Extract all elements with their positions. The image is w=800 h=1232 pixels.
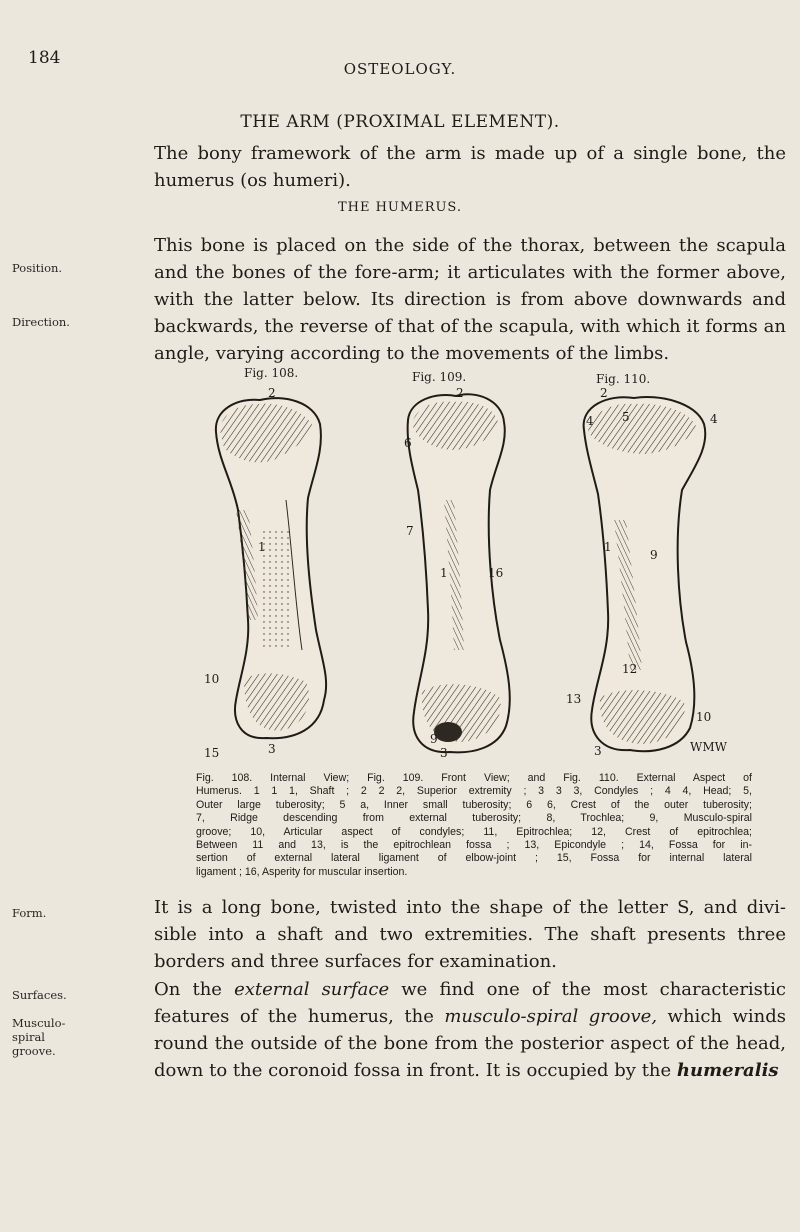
caption-line: sertion of external lateral ligament of elbow-joint ; 15, Fossa for internal lateral xyxy=(196,852,752,865)
humerus-figures xyxy=(196,380,756,765)
figure-mark: 1 xyxy=(258,540,266,554)
text-line: On the external surface we find one of the most characteristic xyxy=(154,979,786,1000)
subsection-title: THE HUMERUS. xyxy=(337,200,463,215)
caption-line: Humerus. 1 1 1, Shaft ; 2 2 2, Superior extremity ; 3 3 3, Condyles ; 4 4, Head; 5, xyxy=(196,785,752,798)
figure-label-109: Fig. 109. xyxy=(412,370,467,384)
intro-paragraph xyxy=(154,140,786,194)
text-line: angle, varying according to the movements of the limbs. xyxy=(154,343,670,364)
figure-mark: 10 xyxy=(204,672,220,686)
figure-mark: 2 xyxy=(268,386,276,400)
text-line: backwards, the reverse of that of the scapula, with which it forms an xyxy=(154,316,786,337)
figure-mark: 4 xyxy=(710,412,718,426)
margin-note-form: Form. xyxy=(12,906,47,920)
text-line: round the outside of the bone from the posterior aspect of the head, xyxy=(154,1033,786,1054)
page-number: 184 xyxy=(28,48,61,68)
figure-mark: 6 xyxy=(404,436,412,450)
figure-mark: 10 xyxy=(696,710,712,724)
paragraph-position xyxy=(154,232,786,367)
figure-mark: 3 xyxy=(268,742,276,756)
text-line: This bone is placed on the side of the thorax, between the scapula xyxy=(154,235,786,256)
caption-line: ligament ; 16, Asperity for muscular insertion. xyxy=(196,865,408,878)
figure-mark: 1 xyxy=(440,566,448,580)
paragraph-form xyxy=(154,894,786,975)
margin-note-surfaces: Surfaces. xyxy=(12,988,67,1002)
term-humeralis: humeralis xyxy=(676,1060,779,1081)
text-line: sible into a shaft and two extremities. The shaft presents three xyxy=(154,924,786,945)
term-musculo-spiral-groove: musculo-spiral groove, xyxy=(444,1006,658,1027)
figure-mark: 7 xyxy=(406,524,414,538)
text-line: features of the humerus, the musculo-spiral groove, which winds xyxy=(154,1006,786,1027)
caption-line: 7, Ridge descending from external tuberosity; 8, Trochlea; 9, Musculo-spiral xyxy=(196,812,752,825)
text-line: with the latter below. Its direction is from above downwards and xyxy=(154,289,786,310)
caption-line: groove; 10, Articular aspect of condyles; 11, Epitrochlea; 12, Crest of epitrochlea; xyxy=(196,825,752,838)
figure-mark: 16 xyxy=(488,566,504,580)
figure-mark: 12 xyxy=(622,662,638,676)
caption-line: Outer large tuberosity; 5 a, Inner small tuberosity; 6 6, Crest of the outer tuberosity; xyxy=(196,798,752,811)
caption-line: Fig. 108. Internal View; Fig. 109. Front View; and Fig. 110. External Aspect of xyxy=(196,772,752,784)
intro-line: humerus (os humeri). xyxy=(154,170,351,191)
figure-mark: 1 xyxy=(604,540,612,554)
figure-108-humerus-internal xyxy=(216,398,326,738)
caption-line: Between 11 and 13, is the epitrochlean fossa ; 13, Epicondyle ; 14, Fossa for in- xyxy=(196,839,752,852)
figure-mark: 2 xyxy=(600,386,608,400)
figure-mark: 3 xyxy=(440,746,448,760)
figure-mark: 2 xyxy=(456,386,464,400)
figure-mark: 15 xyxy=(204,746,220,760)
text-line: It is a long bone, twisted into the shape of the letter S, and divi- xyxy=(154,897,786,918)
text-line: borders and three surfaces for examination. xyxy=(154,951,557,972)
section-title: THE ARM (PROXIMAL ELEMENT). xyxy=(240,112,560,132)
margin-note-direction: Direction. xyxy=(12,315,70,329)
figure-mark: 9 xyxy=(650,548,658,562)
margin-note-position: Position. xyxy=(12,261,63,275)
figure-mark: 9 xyxy=(430,732,438,746)
term-external-surface: external surface xyxy=(234,979,390,1000)
figure-mark: 4 xyxy=(586,414,594,428)
figure-caption xyxy=(196,772,752,879)
margin-note-musculo-spiral-groove: Musculo- spiral groove. xyxy=(12,1016,66,1058)
paragraph-surfaces xyxy=(154,976,786,1084)
figure-mark: 13 xyxy=(566,692,582,706)
figure-label-108: Fig. 108. xyxy=(244,366,299,380)
figure-mark: 3 xyxy=(594,744,602,758)
running-title: OSTEOLOGY. xyxy=(343,60,457,78)
figure-110-humerus-external xyxy=(584,397,706,751)
text-line: and the bones of the fore-arm; it articulates with the former above, xyxy=(154,262,786,283)
figure-mark-engraver: WMW xyxy=(690,740,727,754)
intro-line: The bony framework of the arm is made up of a single bone, the xyxy=(154,143,786,164)
text-line: down to the coronoid fossa in front. It is occupied by the humeralis xyxy=(154,1060,779,1081)
figure-mark: 5 xyxy=(622,410,630,424)
figure-label-110: Fig. 110. xyxy=(596,372,651,386)
